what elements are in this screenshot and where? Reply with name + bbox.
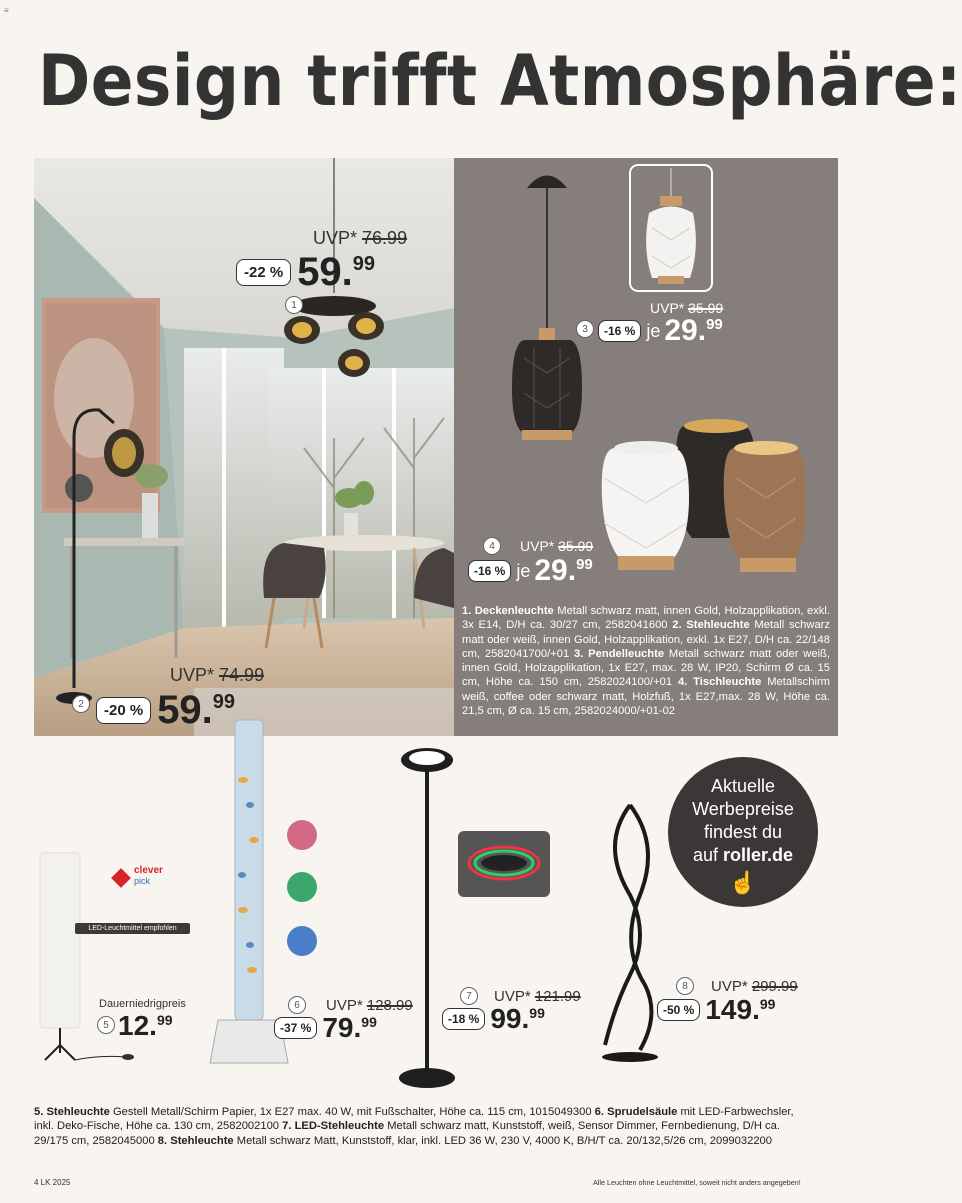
p1-number: 1 xyxy=(285,296,303,314)
corner-mark: ≡ xyxy=(4,6,9,15)
p3-price: 29.99 xyxy=(664,314,723,347)
clever-pick-line2: pick xyxy=(134,876,151,886)
p7-uvp: UVP* 121.99 xyxy=(494,988,581,1005)
p4-uvp: UVP* 35.99 xyxy=(520,538,594,554)
cta-line1: Aktuelle xyxy=(710,776,776,796)
cta-line4: auf roller.de xyxy=(692,845,794,865)
p1-discount-badge: -22 % xyxy=(236,259,291,286)
p6-number: 6 xyxy=(288,996,306,1014)
description-bottom: 5. Stehleuchte Gestell Metall/Schirm Papier, 1x E27 max. 40 W, mit Fußschalter, Höhe ca. 115 cm, 1015049300 6. Sprudelsäule mit LED-Farbwechsler, inkl. Deko-Fische, Höhe ca. 130 cm, 2582002100 7. LED-Stehleuchte Metall schwarz matt, Kunststoff, weiß, Sensor Dimmer, Fernbedienung, D/H ca. 29/175 cm, 2582045000 8. Stehleuchte Metall schwarz Matt, Kunststoff, klar, inkl. LED 36 W, 230 V, 4000 K, B/H/T ca. 20/132,5/26 cm, 2099032200 xyxy=(34,1106,794,1147)
p2-price-tag xyxy=(96,688,235,733)
roller-cta-badge[interactable] xyxy=(668,757,818,907)
p8-uvp-old: 299.99 xyxy=(751,978,798,995)
p1-uvp: UVP* 76.99 xyxy=(313,228,408,248)
clever-pick-icon xyxy=(111,868,131,888)
p3-uvp: UVP* 35.99 xyxy=(650,300,724,316)
p1-price-tag xyxy=(236,250,375,295)
lamps-illustration xyxy=(454,158,838,598)
p8-discount-badge: -50 % xyxy=(657,999,700,1021)
cta-line2: Werbepreise xyxy=(692,799,794,819)
footer-note: Alle Leuchten ohne Leuchtmittel, soweit nicht anders angegeben! xyxy=(593,1178,801,1187)
p6-price-tag xyxy=(274,1012,377,1044)
p2-uvp: UVP* 74.99 xyxy=(170,665,265,685)
p7-price: 99.99 xyxy=(490,1003,545,1034)
clever-pick-line1: clever xyxy=(134,865,163,876)
p8-uvp: UVP* 299.99 xyxy=(711,978,798,995)
p3-uvp-old: 35.99 xyxy=(688,300,724,316)
p4-price-tag xyxy=(468,554,593,588)
p7-price-tag xyxy=(442,1003,545,1035)
hand-pointer-icon: ☝ xyxy=(729,870,757,895)
p8-price: 149.99 xyxy=(705,994,776,1025)
p6-discount-badge: -37 % xyxy=(274,1017,317,1039)
p7-discount-badge: -18 % xyxy=(442,1008,485,1030)
page-headline: Design trifft Atmosphäre: xyxy=(38,40,962,122)
p4-discount-badge: -16 % xyxy=(468,560,511,582)
p2-discount-badge: -20 % xyxy=(96,697,151,724)
p2-uvp-old: 74.99 xyxy=(219,665,265,685)
p3-prefix: je xyxy=(646,320,661,341)
p2-price: 59.99 xyxy=(157,688,236,732)
page-number: 4 LK 2025 xyxy=(34,1178,71,1187)
p5-price: 12.99 xyxy=(118,1010,173,1041)
p1-uvp-old: 76.99 xyxy=(362,228,408,248)
p4-prefix: je xyxy=(516,560,531,581)
p5-number: 5 xyxy=(97,1016,115,1034)
p3-price-tag xyxy=(598,314,723,348)
p3-discount-badge: -16 % xyxy=(598,320,641,342)
cta-line3: findest du xyxy=(703,822,783,842)
p3-number: 3 xyxy=(576,320,594,338)
p6-price: 79.99 xyxy=(322,1012,377,1043)
p4-number: 4 xyxy=(483,537,501,555)
p4-price: 29.99 xyxy=(534,554,593,587)
p4-uvp-old: 35.99 xyxy=(558,538,594,554)
p7-uvp-old: 121.99 xyxy=(534,988,581,1005)
p1-price: 59.99 xyxy=(297,250,376,294)
p6-uvp-old: 128.99 xyxy=(366,997,413,1014)
p2-number: 2 xyxy=(72,695,90,713)
p7-number: 7 xyxy=(460,987,478,1005)
p8-price-tag xyxy=(657,994,775,1026)
clever-pick-logo xyxy=(108,866,188,888)
cta-brand: roller.de xyxy=(723,845,794,865)
p8-number: 8 xyxy=(676,977,694,995)
description-top: 1. Deckenleuchte Metall schwarz matt, innen Gold, Holzapplikation, exkl. 3x E14, D/H ca. 30/27 cm, 2582041600 2. Stehleuchte Metall schwarz matt oder weiß, innen Gold, Holzapplikation, exkl. 1x E27, D/H ca. 22/148 cm, 2582041700/+01 3. Pendelleuchte Metall schwarz matt oder weiß, innen Gold, Holzapplikation, 1x E27, max. 28 W, IP20, Schirm Ø ca. 15 cm, Höhe ca. 150 cm, 2582024100/+01 4. Tischleuchte Metallschirm weiß, coffee oder schwarz matt, Holzfuß, 1x E27,max. 28 W, Höhe ca. 21,5 cm, Ø ca. 15 cm, 2582024000/+01-02 xyxy=(462,605,831,718)
clever-pick-banner: LED-Leuchtmittel empfohlen xyxy=(75,923,190,934)
p5-label: Dauerniedrigpreis xyxy=(99,998,186,1010)
p6-uvp: UVP* 128.99 xyxy=(326,997,413,1014)
